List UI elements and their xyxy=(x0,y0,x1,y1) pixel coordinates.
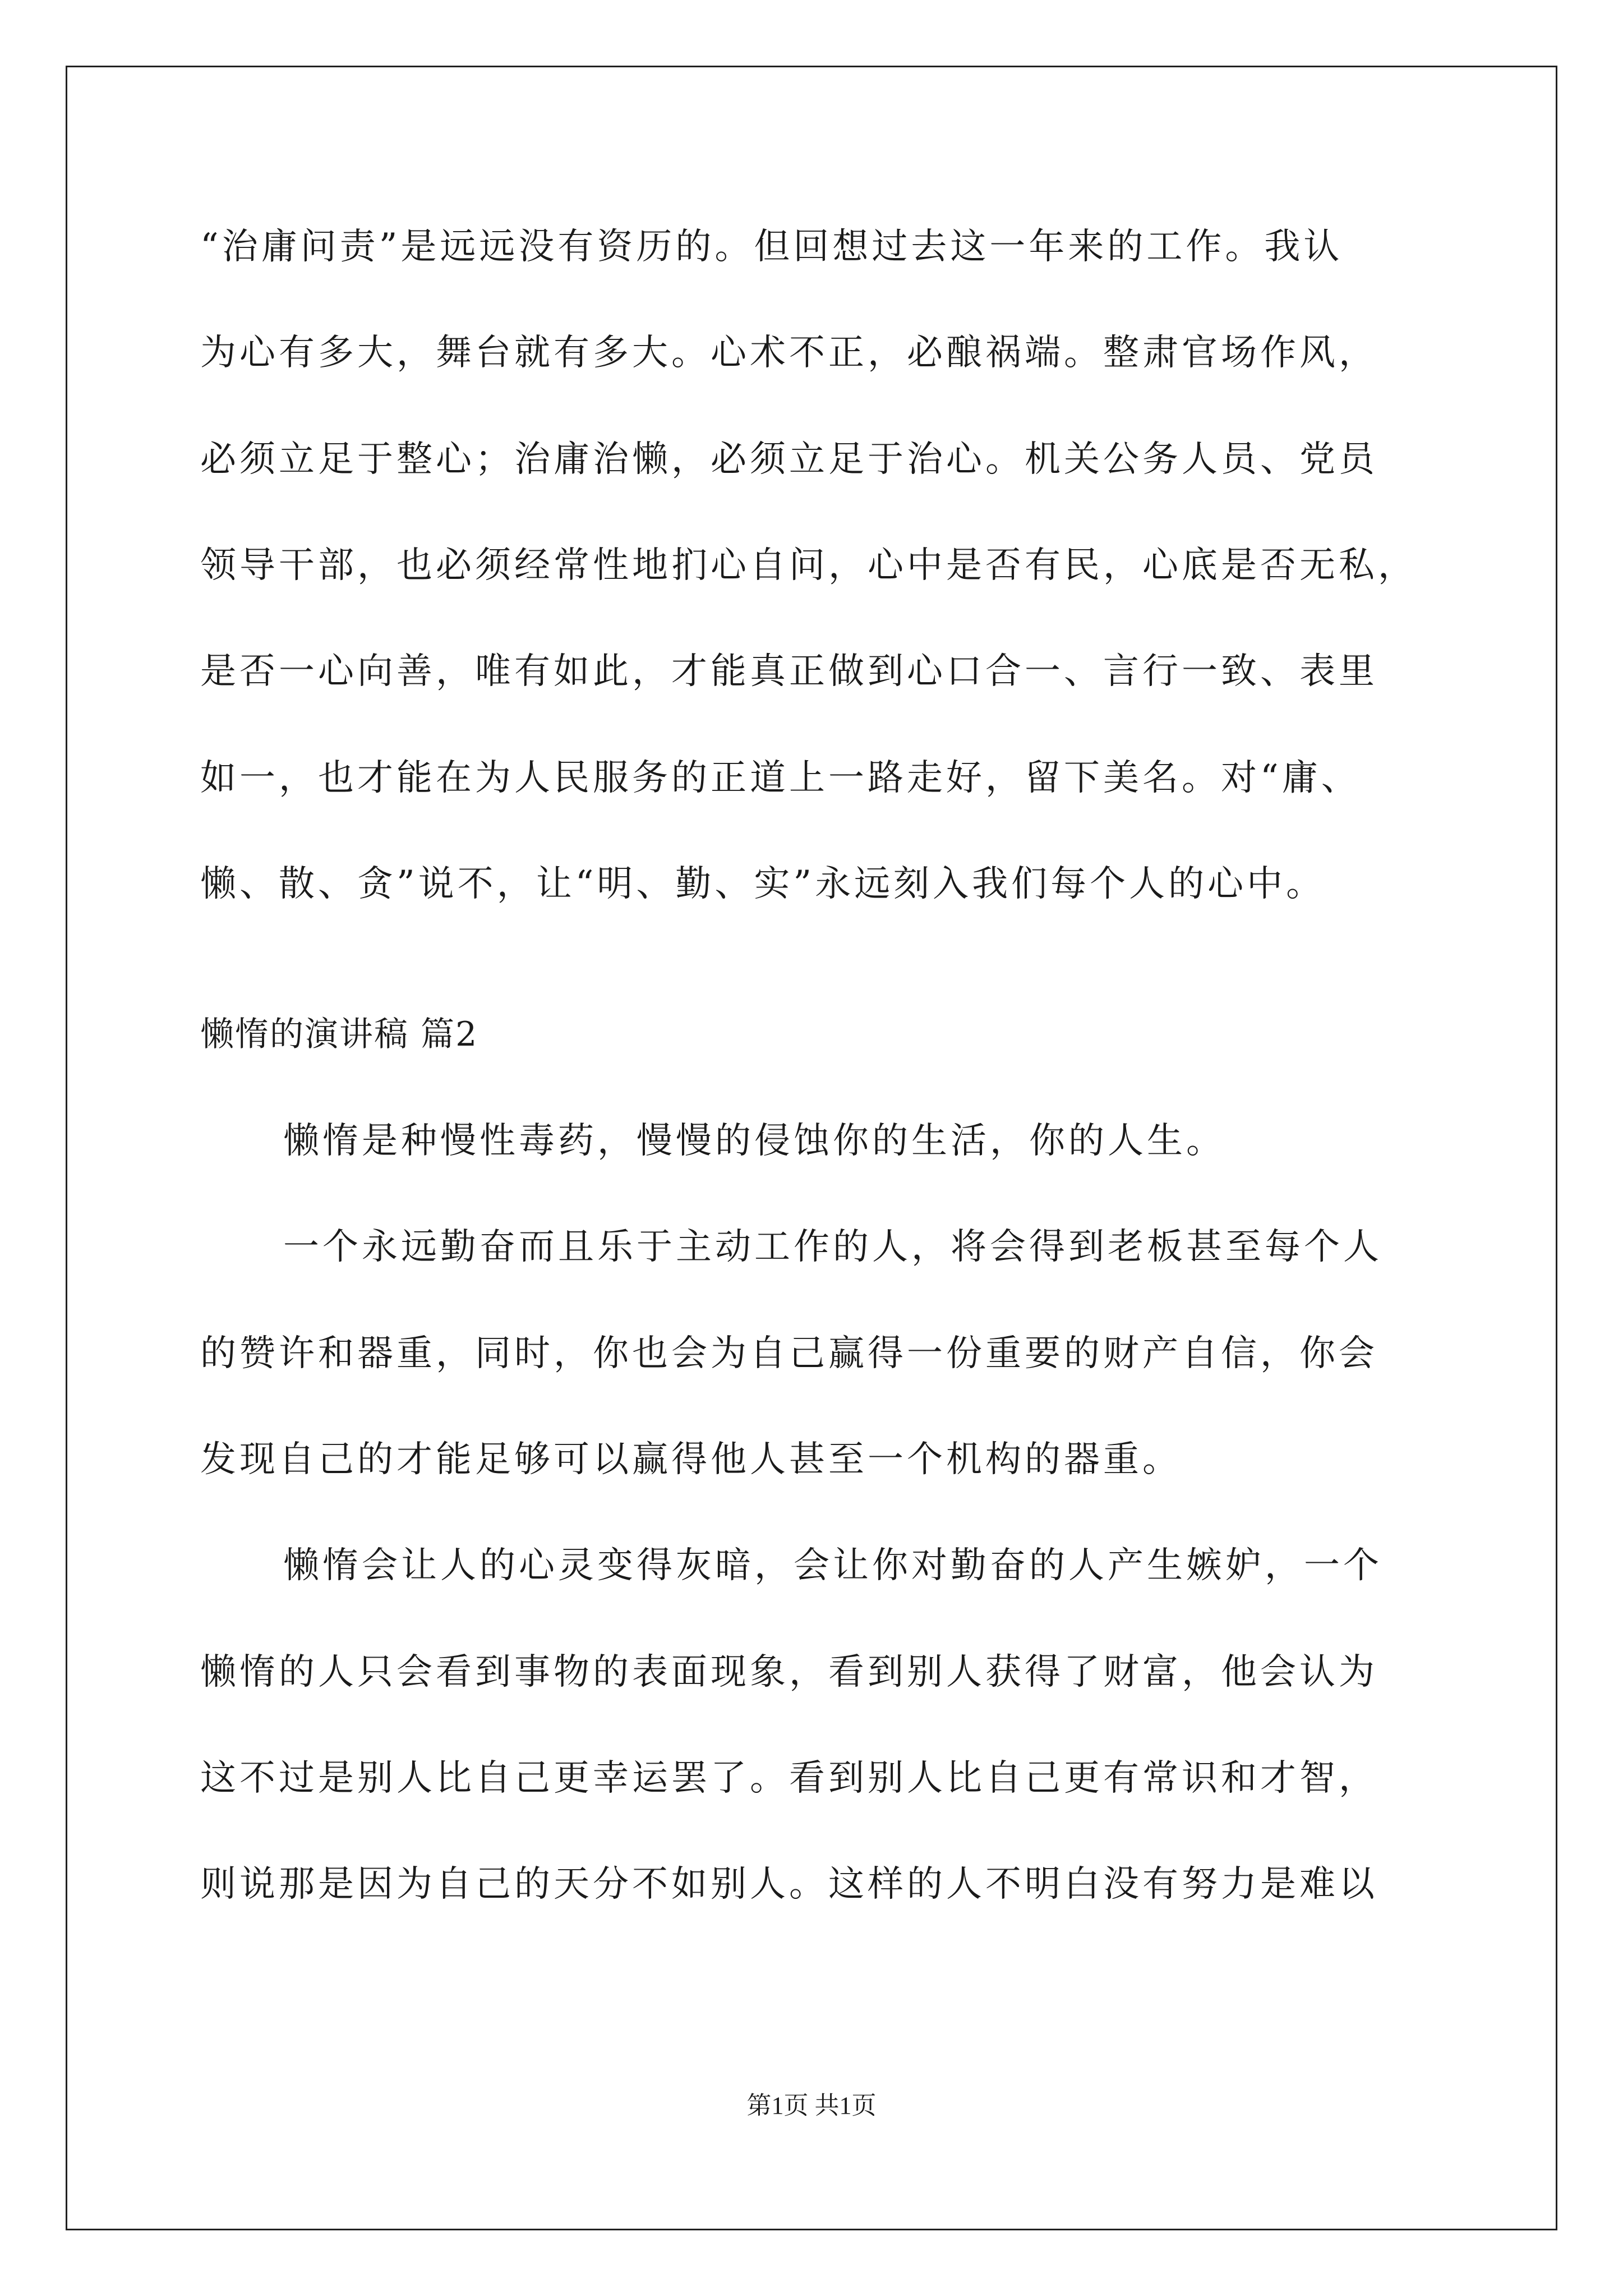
paragraph-line: 懒惰的人只会看到事物的表面现象，看到别人获得了财富，他会认为 xyxy=(200,1651,1378,1693)
paragraph-line: 这不过是别人比自己更幸运罢了。看到别人比自己更有常识和才智， xyxy=(200,1757,1378,1799)
paragraph-line: 发现自己的才能足够可以赢得他人甚至一个机构的器重。 xyxy=(200,1439,1182,1480)
paragraph-line: 的赞许和器重，同时，你也会为自己赢得一份重要的财产自信，你会 xyxy=(200,1333,1378,1374)
section-heading: 懒惰的演讲稿 篇2 xyxy=(200,1015,478,1054)
paragraph-line: 如一，也才能在为人民服务的正道上一路走好，留下美名。对“庸、 xyxy=(200,757,1361,799)
paragraph-line: 领导干部，也必须经常性地扪心自问，心中是否有民，心底是否无私， xyxy=(200,545,1417,586)
paragraph-line: 为心有多大，舞台就有多大。心术不正，必酿祸端。整肃官场作风， xyxy=(200,332,1378,374)
page-number-footer: 第1页 共1页 xyxy=(746,2092,877,2119)
paragraph-line: 懒惰会让人的心灵变得灰暗，会让你对勤奋的人产生嫉妒，一个 xyxy=(283,1545,1382,1586)
paragraph-line: 一个永远勤奋而且乐于主动工作的人，将会得到老板甚至每个人 xyxy=(283,1226,1382,1268)
paragraph-line: 懒、散、贪”说不，让“明、勤、实”永远刻入我们每个人的心中。 xyxy=(200,863,1326,905)
paragraph-line: 则说那是因为自己的天分不如别人。这样的人不明白没有努力是难以 xyxy=(200,1864,1378,1905)
paragraph-line: 是否一心向善，唯有如此，才能真正做到心口合一、言行一致、表里 xyxy=(200,651,1378,692)
paragraph-line: 懒惰是种慢性毒药，慢慢的侵蚀你的生活，你的人生。 xyxy=(283,1120,1225,1162)
paragraph-line: 必须立足于整心；治庸治懒，必须立足于治心。机关公务人员、党员 xyxy=(200,439,1378,480)
paragraph-line: “治庸问责”是远远没有资历的。但回想过去这一年来的工作。我认 xyxy=(200,226,1343,268)
